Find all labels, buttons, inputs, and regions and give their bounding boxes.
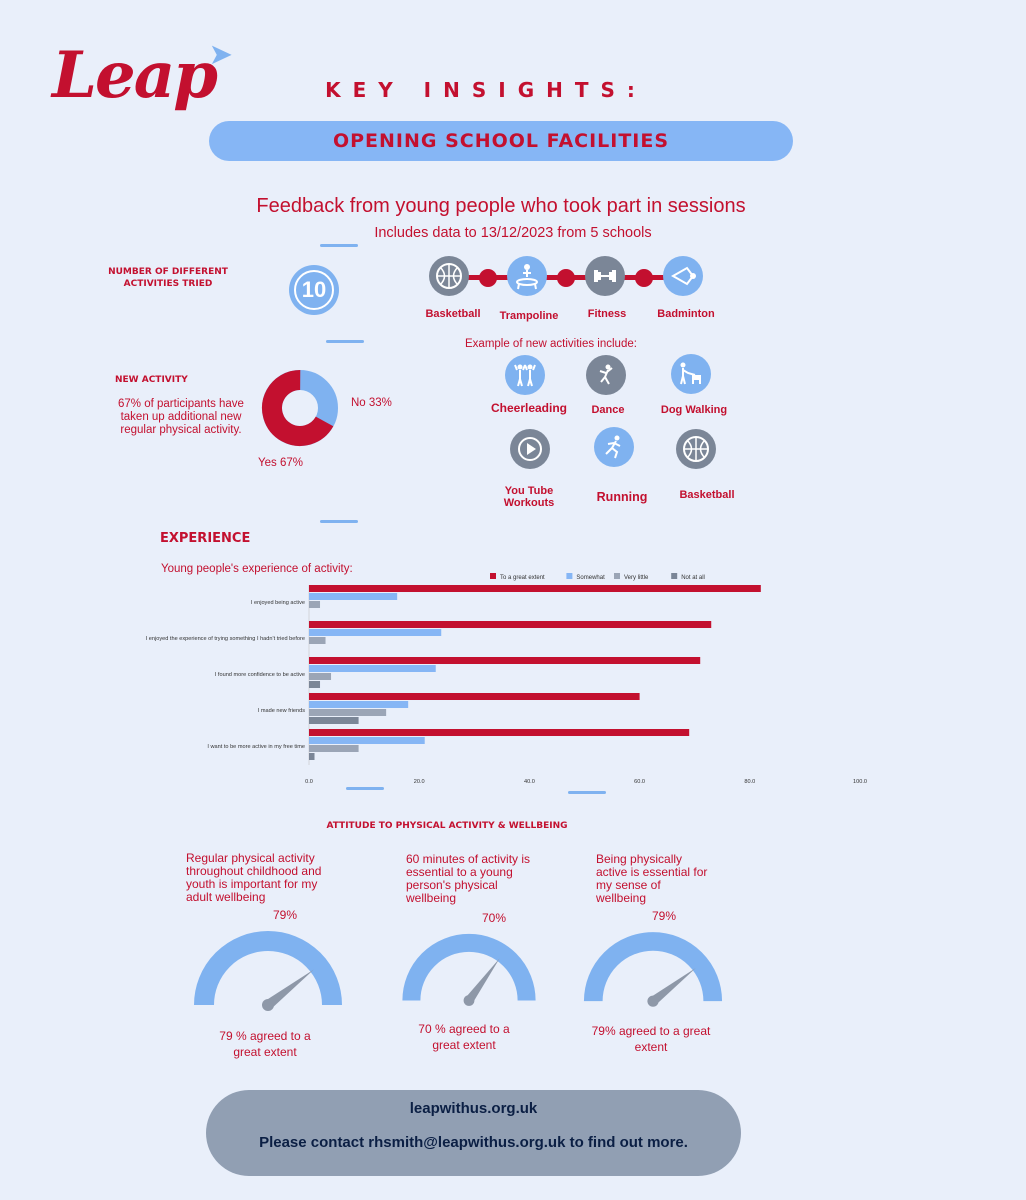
activities-heading: NUMBER OF DIFFERENT ACTIVITIES TRIED — [108, 267, 228, 289]
donut-no-label: No 33% — [351, 397, 392, 409]
examples-heading: Example of new activities include: — [465, 338, 637, 350]
legend-swatch — [566, 573, 572, 579]
x-tick-label: 0.0 — [305, 779, 313, 785]
activity-label-badminton: Badminton — [657, 308, 715, 320]
bar — [309, 701, 408, 708]
footer-website-link[interactable]: leapwithus.org.uk — [409, 1100, 538, 1117]
section-banner: OPENING SCHOOL FACILITIES — [209, 121, 793, 161]
legend-label: Not at all — [681, 575, 705, 581]
x-tick-label: 20.0 — [413, 779, 425, 785]
basketball-icon — [429, 256, 469, 296]
x-tick-label: 80.0 — [744, 779, 756, 785]
example-label-running: Running — [596, 490, 648, 504]
attitude-heading: ATTITUDE TO PHYSICAL ACTIVITY & WELLBEING — [326, 821, 568, 831]
basketball-icon — [676, 429, 716, 469]
divider — [568, 791, 606, 794]
gauge-arc — [593, 941, 712, 1001]
example-label-cheerleading: Cheerleading — [490, 401, 568, 415]
bar — [309, 585, 761, 592]
gauge-arc — [411, 943, 526, 1001]
new-activity-donut — [262, 370, 338, 446]
bar — [309, 621, 711, 628]
shuttlecock-icon — [663, 256, 703, 296]
bar — [309, 665, 436, 672]
activity-label-fitness: Fitness — [587, 308, 627, 320]
gauge-3-statement: Being physically active is essential for my sense of wellbeing — [596, 852, 708, 905]
gauge-1-caption: 79 % agreed to a great extent — [219, 1029, 311, 1059]
feedback-heading: Feedback from young people who took part in sessions — [256, 195, 746, 217]
bar — [309, 657, 700, 664]
bar — [309, 709, 386, 716]
gauge-2 — [401, 933, 537, 1005]
x-tick-label: 60.0 — [634, 779, 646, 785]
gauge-3 — [583, 931, 723, 1006]
experience-subheading: Young people's experience of activity: — [161, 563, 353, 575]
running-icon — [594, 427, 634, 467]
category-label: I enjoyed the experience of trying something I hadn't tried before — [145, 636, 305, 642]
example-label-youtube: You Tube Workouts — [503, 485, 555, 509]
gauge-arc — [204, 941, 332, 1005]
activity-count-badge — [289, 265, 339, 315]
category-label: I found more confidence to be active — [214, 672, 305, 678]
footer-panel — [206, 1090, 741, 1176]
key-insights-title: KEY INSIGHTS: — [325, 78, 647, 102]
gauge-2-percent: 70% — [482, 911, 507, 925]
bar — [309, 693, 640, 700]
bar — [309, 753, 315, 760]
track-node — [635, 269, 653, 287]
bar — [309, 737, 425, 744]
legend-label: To a great extent — [500, 575, 545, 581]
activity-count: 10 — [294, 270, 334, 310]
donut-yes-label: Yes 67% — [258, 457, 303, 469]
example-label-basketball: Basketball — [679, 489, 735, 501]
trampoline-icon — [507, 256, 547, 296]
legend-swatch — [614, 573, 620, 579]
x-tick-label: 100.0 — [853, 779, 867, 785]
footer-contact-text[interactable]: Please contact rhsmith@leapwithus.org.uk to find out more. — [259, 1134, 688, 1151]
bar — [309, 593, 397, 600]
bar — [309, 629, 441, 636]
dumbbell-icon — [585, 256, 625, 296]
legend-swatch — [490, 573, 496, 579]
bar — [309, 673, 331, 680]
includes-subheading: Includes data to 13/12/2023 from 5 schools — [374, 225, 652, 241]
divider — [320, 244, 358, 247]
leap-logo: Leap ➤ — [52, 38, 230, 113]
track-node — [479, 269, 497, 287]
gauge-2-caption: 70 % agreed to a great extent — [418, 1022, 510, 1052]
divider — [320, 520, 358, 523]
dance-icon — [586, 355, 626, 395]
bar — [309, 601, 320, 608]
experience-heading: EXPERIENCE — [160, 531, 251, 546]
gauge-1 — [193, 930, 343, 1010]
category-label: I want to be more active in my free time — [207, 744, 305, 750]
example-label-dog-walking: Dog Walking — [660, 404, 728, 416]
x-tick-label: 40.0 — [523, 779, 535, 785]
bar — [309, 637, 326, 644]
legend-label: Very little — [624, 575, 649, 581]
logo-swoosh-icon: ➤ — [210, 40, 230, 70]
divider — [326, 340, 364, 343]
activity-label-trampoline: Trampoline — [499, 310, 559, 322]
gauge-3-percent: 79% — [652, 909, 677, 923]
bar — [309, 681, 320, 688]
dog-walking-icon — [671, 354, 711, 394]
bar — [309, 745, 359, 752]
category-label: I made new friends — [257, 708, 305, 714]
bar — [309, 717, 359, 724]
gauge-hub — [262, 999, 274, 1011]
play-icon — [510, 429, 550, 469]
divider — [346, 787, 384, 790]
gauge-hub — [647, 996, 658, 1007]
gauge-1-statement: Regular physical activity throughout childhood and youth is important for my adult wellbeing — [186, 851, 322, 904]
track-node — [557, 269, 575, 287]
example-label-dance: Dance — [591, 404, 625, 416]
legend-swatch — [671, 573, 677, 579]
gauge-2-statement: 60 minutes of activity is essential to a young person's physical wellbeing — [406, 852, 531, 905]
gauge-1-percent: 79% — [273, 908, 298, 922]
gauge-3-caption: 79% agreed to a great extent — [591, 1024, 711, 1054]
experience-bar-chart — [100, 565, 900, 785]
category-label: I enjoyed being active — [250, 600, 305, 606]
legend-label: Somewhat — [576, 575, 605, 581]
activity-label-basketball: Basketball — [425, 308, 481, 320]
bar — [309, 729, 689, 736]
new-activity-heading: NEW ACTIVITY — [115, 375, 188, 385]
gauge-hub — [464, 995, 475, 1006]
new-activity-text: 67% of participants have taken up additional new regular physical activity. — [118, 398, 244, 436]
cheerleading-icon — [505, 355, 545, 395]
